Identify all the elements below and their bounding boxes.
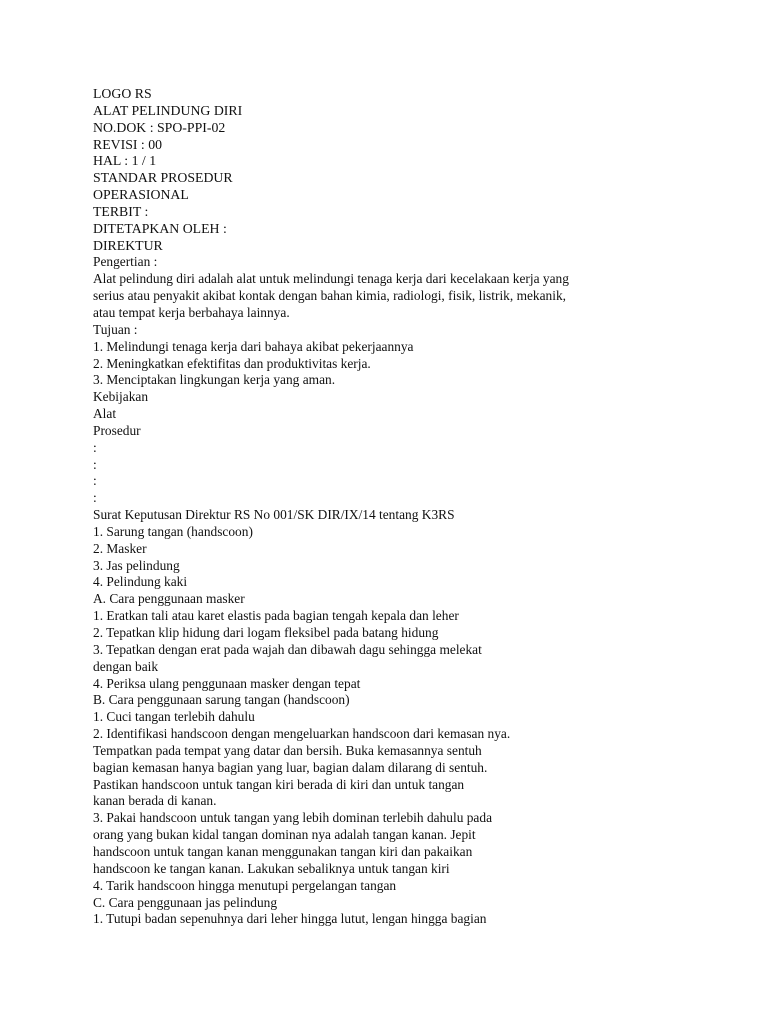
page-number: HAL : 1 / 1: [93, 153, 157, 169]
body-text-line: Alat pelindung diri adalah alat untuk melindungi tenaga kerja dari kecelakaan kerja yang: [93, 271, 569, 287]
body-text-line: handscoon ke tangan kanan. Lakukan sebaliknya untuk tangan kiri: [93, 860, 450, 876]
body-text-line: kanan berada di kanan.: [93, 793, 217, 809]
body-text-line: 3. Pakai handscoon untuk tangan yang lebih dominan terlebih dahulu pada: [93, 810, 493, 826]
revision-number: REVISI : 00: [93, 136, 162, 152]
body-text-line: B. Cara penggunaan sarung tangan (handscoon): [93, 692, 350, 708]
body-text-line: Prosedur: [93, 422, 141, 438]
body-text-line: :: [93, 473, 97, 489]
body-text-line: serius atau penyakit akibat kontak dengan bahan kimia, radiologi, fisik, listrik, mekanik,: [93, 288, 567, 304]
document-type-line-1: STANDAR PROSEDUR: [93, 170, 233, 186]
issue-date-label: TERBIT :: [93, 203, 149, 219]
body-text-line: dengan baik: [93, 658, 159, 674]
document-number: NO.DOK : SPO-PPI-02: [93, 119, 226, 135]
body-text-line: 1. Sarung tangan (handscoon): [93, 523, 253, 539]
body-text-line: 2. Tepatkan klip hidung dari logam fleksibel pada batang hidung: [93, 625, 439, 640]
body-text-line: 3. Jas pelindung: [93, 557, 180, 573]
approver-title: DIREKTUR: [93, 237, 163, 253]
body-text-line: Kebijakan: [93, 389, 149, 405]
body-text-line: Tempatkan pada tempat yang datar dan bersih. Buka kemasannya sentuh: [93, 742, 482, 758]
document-page: [93, 86, 733, 928]
body-text-line: 1. Tutupi badan sepenuhnya dari leher hingga lutut, lengan hingga bagian: [93, 911, 487, 927]
body-text-line: 3. Menciptakan lingkungan kerja yang aman.: [93, 372, 336, 388]
body-text-line: Alat: [93, 406, 117, 422]
body-text-line: :: [93, 490, 97, 506]
body-text-line: Tujuan :: [93, 321, 138, 337]
body-text-line: 1. Cuci tangan terlebih dahulu: [93, 709, 255, 725]
body-text-line: 1. Eratkan tali atau karet elastis pada bagian tengah kepala dan leher: [93, 608, 459, 624]
body-text-line: C. Cara penggunaan jas pelindung: [93, 894, 278, 910]
body-text-line: Pastikan handscoon untuk tangan kiri berada di kiri dan untuk tangan: [93, 776, 465, 792]
body-text-line: 2. Identifikasi handscoon dengan mengeluarkan handscoon dari kemasan nya.: [93, 726, 511, 742]
logo-placeholder: LOGO RS: [93, 86, 152, 101]
approved-by-label: DITETAPKAN OLEH :: [93, 220, 227, 236]
body-text-line: 2. Meningkatkan efektifitas dan produktivitas kerja.: [93, 355, 371, 371]
body-text-line: 2. Masker: [93, 540, 147, 556]
body-text-line: handscoon untuk tangan kanan menggunakan tangan kiri dan pakaikan: [93, 843, 473, 859]
document-header: [93, 86, 733, 254]
body-text-line: atau tempat kerja berbahaya lainnya.: [93, 304, 290, 320]
body-text-line: bagian kemasan hanya bagian yang luar, bagian dalam dilarang di sentuh.: [93, 759, 488, 775]
body-text-line: 3. Tepatkan dengan erat pada wajah dan dibawah dagu sehingga melekat: [93, 641, 482, 657]
body-text-line: 4. Tarik handscoon hingga menutupi pergelangan tangan: [93, 877, 397, 893]
document-title: ALAT PELINDUNG DIRI: [93, 102, 243, 118]
body-text-line: Pengertian :: [93, 254, 158, 270]
body-text-line: 4. Pelindung kaki: [93, 574, 188, 590]
body-text-line: 1. Melindungi tenaga kerja dari bahaya akibat pekerjaannya: [93, 338, 414, 354]
body-text-line: :: [93, 456, 97, 472]
document-body: [93, 254, 733, 928]
body-text-line: A. Cara penggunaan masker: [93, 591, 245, 607]
body-text-line: orang yang bukan kidal tangan dominan nya adalah tangan kanan. Jepit: [93, 827, 476, 843]
body-text-line: Surat Keputusan Direktur RS No 001/SK DIR/IX/14 tentang K3RS: [93, 507, 455, 523]
body-text-line: 4. Periksa ulang penggunaan masker dengan tepat: [93, 675, 361, 691]
body-text-line: :: [93, 439, 97, 455]
document-type-line-2: OPERASIONAL: [93, 187, 189, 203]
